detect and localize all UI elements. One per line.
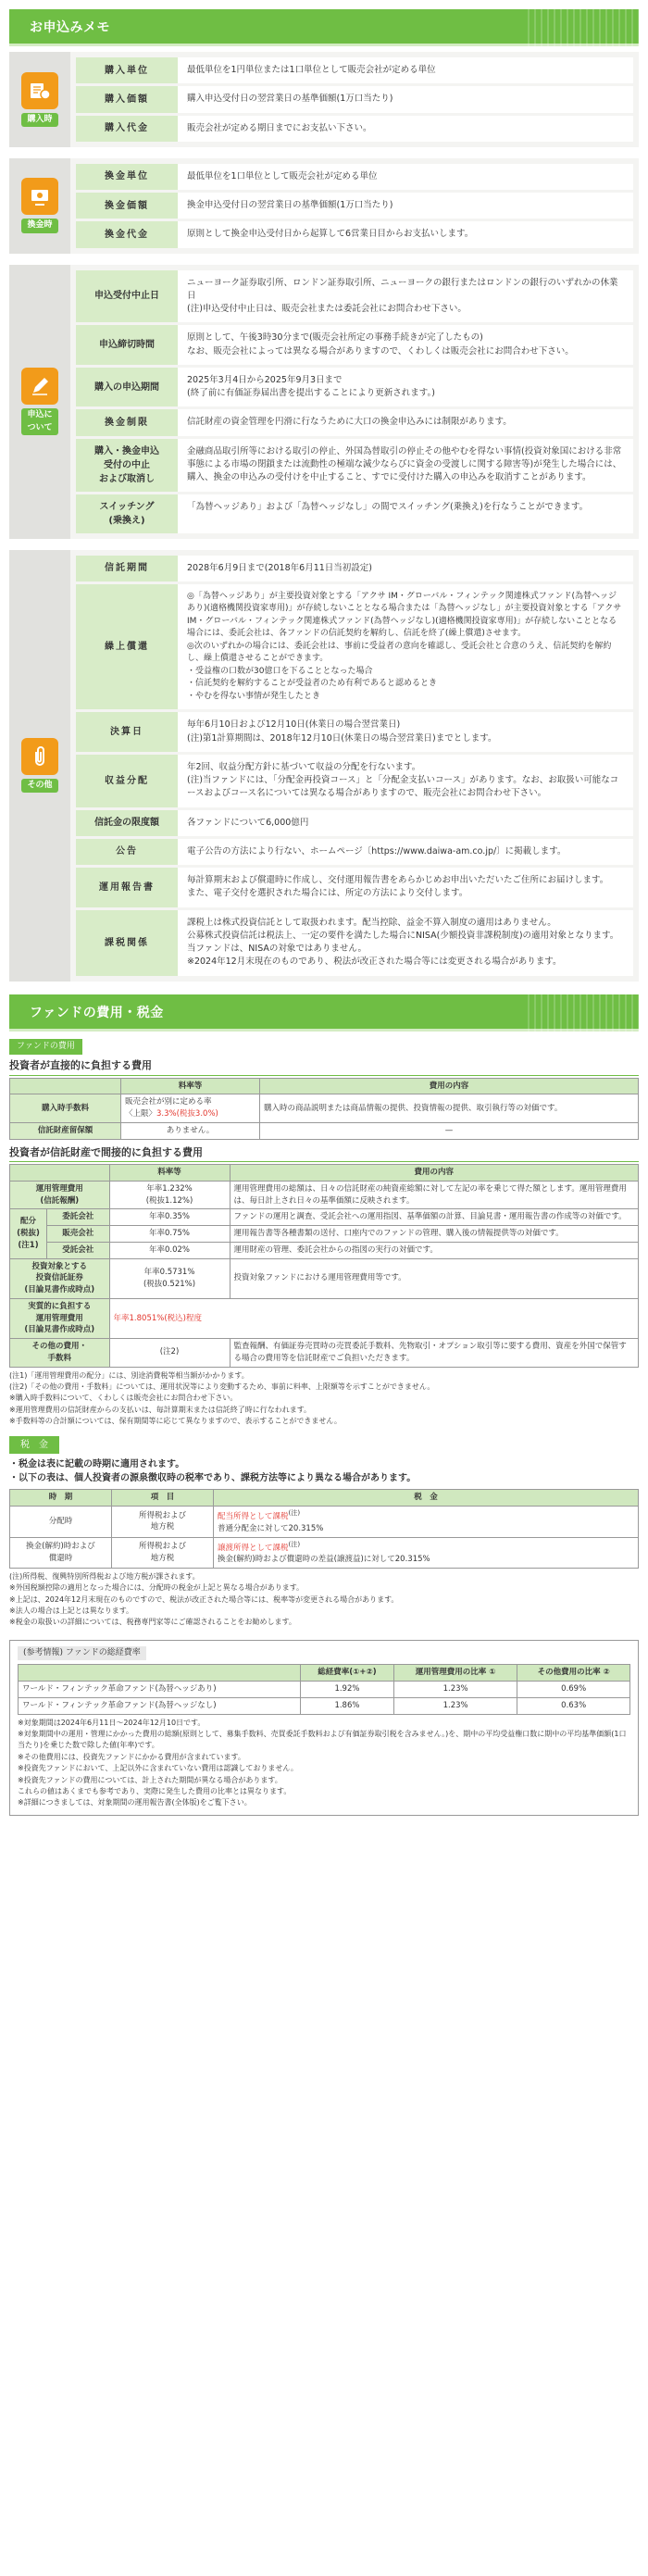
row-label: 課税関係 bbox=[76, 910, 178, 976]
col-when: 時 期 bbox=[10, 1490, 112, 1507]
row-label: 換金代金 bbox=[76, 221, 178, 247]
memo-row bbox=[76, 164, 633, 190]
memo-banner: お申込みメモ bbox=[9, 9, 639, 46]
col-item: 項 目 bbox=[112, 1490, 214, 1507]
memo-row bbox=[76, 270, 633, 323]
col-rate: 料率等 bbox=[121, 1078, 260, 1094]
cell-rate: (注2) bbox=[109, 1339, 230, 1368]
table-row bbox=[19, 1697, 630, 1714]
row-label: 信託金の限度額 bbox=[76, 810, 178, 836]
cell-desc: 運用報告書等各種書類の送付、口座内でのファンドの管理、購入後の情報提供等の対価です。 bbox=[230, 1226, 638, 1243]
cell-label: 投資対象とする 投資信託証券 (目論見書作成時点) bbox=[10, 1258, 110, 1298]
cell-when: 換金(解約)時および 償還時 bbox=[10, 1537, 112, 1568]
memo-row bbox=[76, 712, 633, 752]
pen-icon bbox=[21, 368, 58, 405]
row-value: 毎計算期末および償還時に作成し、交付運用報告書をあらかじめお申出いただいたご住所にお届けします。 また、電子交付を選択された場合には、所定の方法により交付します。 bbox=[178, 868, 633, 907]
cell-label: 実質的に負担する 運用管理費用 (目論見書作成時点) bbox=[10, 1298, 110, 1338]
apply-icon-panel bbox=[9, 265, 70, 539]
memo-row bbox=[76, 325, 633, 365]
cell-rate: 年率1.232% (税抜1.12%) bbox=[109, 1181, 230, 1209]
tax-notes: (注)所得税、復興特別所得税および地方税が課されます。 ※外国税額控除の適用となった場合には、分配時の税金が上記と異なる場合があります。 ※上記は、2024年12月末現在のものですので、税法が改正された場合等には、税率等が変更される場合があります。 ※法人の場合は上記とは異なります。 ※税金の取扱いの詳細については、税務専門家等にご確認されることをお勧めします。 bbox=[9, 1571, 399, 1627]
memo-row bbox=[76, 57, 633, 83]
row-label: 換金制限 bbox=[76, 409, 178, 435]
direct-costs-heading: 投資者が直接的に負担する費用 bbox=[9, 1058, 639, 1076]
cell-tax-red: 配当所得として課税 bbox=[218, 1512, 289, 1522]
cell-tax-note: (注) bbox=[288, 1539, 301, 1548]
table-row bbox=[10, 1181, 639, 1209]
purchase-group bbox=[9, 52, 639, 147]
redeem-icon-label: 換金時 bbox=[21, 219, 57, 233]
redeem-icon-panel bbox=[9, 158, 70, 254]
memo-row bbox=[76, 116, 633, 142]
cell-item: 所得税および 地方税 bbox=[112, 1507, 214, 1537]
table-row bbox=[10, 1226, 639, 1243]
row-value: 原則として換金申込受付日から起算して6営業日目からお支払いします。 bbox=[178, 221, 633, 247]
expense-ratio-title: (参考情報) ファンドの総経費率 bbox=[18, 1646, 146, 1661]
memo-row bbox=[76, 368, 633, 407]
cell-rate: 販売会社が別に定める率 〈上限〉 bbox=[125, 1097, 212, 1119]
row-value: ニューヨーク証券取引所、ロンドン証券取引所、ニューヨークの銀行またはロンドンの銀行のいずれかの休業日 (注)申込受付中止日は、販売会社または委託会社にお問合わせ下さい。 bbox=[178, 270, 633, 323]
row-value: 原則として、午後3時30分まで(販売会社所定の事務手続きが完了したもの) なお、販売会社によっては異なる場合がありますので、くわしくは販売会社にお問合わせ下さい。 bbox=[178, 325, 633, 365]
memo-row bbox=[76, 810, 633, 836]
indirect-costs-heading: 投資者が信託財産で間接的に負担する費用 bbox=[9, 1145, 639, 1163]
row-value: 販売会社が定める期日までにお支払い下さい。 bbox=[178, 116, 633, 142]
cell-label: 配分 (税抜) (注1) bbox=[10, 1209, 47, 1258]
cell-tax: 普通分配金に対して20.315% bbox=[218, 1523, 324, 1533]
row-value: 最低単位を1円単位または1口単位として販売会社が定める単位 bbox=[178, 57, 633, 83]
row-label: 公告 bbox=[76, 839, 178, 865]
col-tax: 税 金 bbox=[214, 1490, 639, 1507]
col-desc: 費用の内容 bbox=[230, 1165, 638, 1182]
row-label: 換金単位 bbox=[76, 164, 178, 190]
col-mgmt: 運用管理費用の比率 ① bbox=[393, 1665, 517, 1682]
row-label: スイッチング (乗換え) bbox=[76, 494, 178, 533]
row-value: 2028年6月9日まで(2018年6月11日当初設定) bbox=[178, 556, 633, 581]
expense-ratio-table bbox=[18, 1664, 630, 1714]
table-row bbox=[10, 1242, 639, 1258]
apply-group bbox=[9, 265, 639, 539]
memo-row bbox=[76, 221, 633, 247]
col-desc: 費用の内容 bbox=[260, 1078, 639, 1094]
costs-banner: ファンドの費用・税金 bbox=[9, 994, 639, 1032]
col-rate: 料率等 bbox=[109, 1165, 230, 1182]
purchase-icon-panel bbox=[9, 52, 70, 147]
cell-fund: ワールド・フィンテック革命ファンド(為替ヘッジあり) bbox=[19, 1682, 301, 1698]
table-row bbox=[10, 1094, 639, 1123]
row-label: 収益分配 bbox=[76, 755, 178, 807]
col-total: 総経費率(①+②) bbox=[301, 1665, 394, 1682]
cell-label: 受託会社 bbox=[47, 1242, 110, 1258]
table-row bbox=[10, 1537, 639, 1568]
row-label: 購入単位 bbox=[76, 57, 178, 83]
cell-label: 委託会社 bbox=[47, 1209, 110, 1226]
cell-rate: ありません。 bbox=[166, 1125, 215, 1135]
cell-tax: 換金(解約)時および償還時の差益(譲渡益)に対して20.315% bbox=[218, 1555, 430, 1565]
other-icon-panel bbox=[9, 550, 70, 982]
cell-desc: 運用財産の管理、委託会社からの指図の実行の対価です。 bbox=[230, 1242, 638, 1258]
row-label: 信託期間 bbox=[76, 556, 178, 581]
row-label: 決算日 bbox=[76, 712, 178, 752]
cell-item: 所得税および 地方税 bbox=[112, 1537, 214, 1568]
memo-row bbox=[76, 193, 633, 219]
purchase-icon bbox=[21, 72, 58, 109]
cell-label: 購入時手数料 bbox=[10, 1094, 121, 1123]
row-label: 購入の申込期間 bbox=[76, 368, 178, 407]
row-value: 購入申込受付日の翌営業日の基準価額(1万口当たり) bbox=[178, 86, 633, 112]
cell-fund: ワールド・フィンテック革命ファンド(為替ヘッジなし) bbox=[19, 1697, 301, 1714]
ratio-notes: ※対象期間は2024年6月11日～2024年12月10日です。 ※対象期間中の運用・管理にかかった費用の総額(原則として、募集手数料、売買委託手数料および有価証券取引税を含みません。)を、期中の平均受益権口数に期中の平均基準価額(1口当たり)を乗じた数で除した値(年率)です。 ※その他費用には、投資先ファンドにかかる費用が含まれています。 ※投資先ファンドにおいて、上記以外に含まれていない費用は認識しておりません。 ※投資先ファンドの費用については、計上された期間が異なる場合があります。 これらの値はあくまでも参考であり、実際に発生した費用の比率とは異なります。 ※詳細につきましては、対象期間の運用報告書(全体版)をご覧下さい。 bbox=[18, 1718, 627, 1807]
cell-tax-red: 譲渡所得として課税 bbox=[218, 1543, 289, 1553]
cell-desc: — bbox=[260, 1122, 639, 1139]
cell-desc: 投資対象ファンドにおける運用管理費用等です。 bbox=[230, 1258, 638, 1298]
table-row bbox=[10, 1122, 639, 1139]
cost-notes: (注1)「運用管理費用の配分」には、別途消費税等相当額がかかります。 (注2)「その他の費用・手数料」については、運用状況等により変動するため、事前に料率、上限額等を示すことができません。 ※購入時手数料について、くわしくは販売会社にお問合わせ下さい。 ※運用管理費用の信託財産からの支払いは、毎計算期末または信託終了時に行なわれます。 ※手数料等の合計額については、保有期間等に応じて異なりますので、表示することができません。 bbox=[9, 1370, 435, 1426]
cell-desc: ファンドの運用と調査、受託会社への運用指図、基準価額の計算、目論見書・運用報告書の作成等の対価です。 bbox=[230, 1209, 638, 1226]
row-label: 購入価額 bbox=[76, 86, 178, 112]
row-label: 購入代金 bbox=[76, 116, 178, 142]
row-value: 2025年3月4日から2025年9月3日まで (終了前に有価証券届出書を提出することにより更新されます。) bbox=[178, 368, 633, 407]
row-label: 繰上償還 bbox=[76, 584, 178, 710]
cell-label: 販売会社 bbox=[47, 1226, 110, 1243]
table-row bbox=[10, 1258, 639, 1298]
row-label: 運用報告書 bbox=[76, 868, 178, 907]
cell-mgmt: 1.23% bbox=[393, 1697, 517, 1714]
memo-row bbox=[76, 584, 633, 710]
fund-costs-tag: ファンドの費用 bbox=[9, 1039, 82, 1056]
cell-rate: 年率0.5731% (税抜0.521%) bbox=[109, 1258, 230, 1298]
cell-rate: 年率0.35% bbox=[109, 1209, 230, 1226]
cell-rate: 年率1.8051%(税込)程度 bbox=[109, 1298, 638, 1338]
cell-desc: 購入時の商品説明または商品情報の提供、投資情報の提供、取引執行等の対価です。 bbox=[260, 1094, 639, 1123]
cell-other: 0.69% bbox=[517, 1682, 630, 1698]
cell-total: 1.86% bbox=[301, 1697, 394, 1714]
row-value: 電子公告の方法により行ない、ホームページ〔https://www.daiwa-am.co.jp/〕に掲載します。 bbox=[178, 839, 633, 865]
memo-row bbox=[76, 755, 633, 807]
cell-label: 信託財産留保額 bbox=[10, 1122, 121, 1139]
tax-table bbox=[9, 1489, 639, 1568]
cell-tax-note: (注) bbox=[288, 1508, 301, 1518]
cell-rate: 年率0.75% bbox=[109, 1226, 230, 1243]
row-value: 毎年6月10日および12月10日(休業日の場合翌営業日) (注)第1計算期間は、2018年12月10日(休業日の場合翌営業日)までとします。 bbox=[178, 712, 633, 752]
row-label: 購入・換金申込 受付の中止 および取消し bbox=[76, 439, 178, 492]
tax-intro: ・税金は表に記載の時期に適用されます。 ・以下の表は、個人投資者の源泉徴収時の税率であり、課税方法等により異なる場合があります。 bbox=[9, 1459, 417, 1484]
memo-row bbox=[76, 868, 633, 907]
direct-costs-table bbox=[9, 1078, 639, 1140]
apply-icon-label: 申込に ついて bbox=[21, 408, 57, 435]
table-row bbox=[10, 1507, 639, 1537]
row-value: 年2回、収益分配方針に基づいて収益の分配を行ないます。 (注)当ファンドには、「分配金再投資コース」と「分配金支払いコース」があります。なお、お取扱い可能なコースおよびコース名については異なる場合がありますので、販売会社にお問合わせ下さい。 bbox=[178, 755, 633, 807]
memo-row bbox=[76, 494, 633, 533]
expense-ratio-box bbox=[9, 1640, 639, 1816]
cell-label: その他の費用・ 手数料 bbox=[10, 1339, 110, 1368]
cell-when: 分配時 bbox=[10, 1507, 112, 1537]
cell-other: 0.63% bbox=[517, 1697, 630, 1714]
purchase-icon-label: 購入時 bbox=[21, 113, 57, 128]
cell-desc: 運用管理費用の総額は、日々の信託財産の純資産総額に対して左記の率を乗じて得た額とします。運用管理費用は、毎日計上され日々の基準価額に反映されます。 bbox=[230, 1181, 638, 1209]
row-value: ◎「為替ヘッジあり」が主要投資対象とする「アクサ IM・グローバル・フィンテック関連株式ファンド(為替ヘッジあり)(適格機関投資家専用)」が存続しないこととなる場合または「為替ヘッジなし」が主要投資対象とする「アクサ IM・グローバル・フィンテック関連株式ファンド(為替ヘッジなし)(適格機関投資家専用)」が存続しないこととなる場合には、委託会社は、各ファンドの信託契約を解約し、信託を終了(繰上償還)させます。 ◎次のいずれかの場合には、委託会社は、事前に受益者の意向を確認し、受託会社と合意のうえ、信託契約を解約し、繰上償還させることができます。 ・受益権の口数が30億口を下ることとなった場合 ・信託契約を解約することが受益者のため有利であると認めるとき ・やむを得ない事情が発生したとき bbox=[178, 584, 633, 710]
redeem-icon bbox=[21, 178, 58, 215]
cell-rate-red: 3.3%(税抜3.0%) bbox=[156, 1109, 218, 1119]
cell-rate: 年率0.02% bbox=[109, 1242, 230, 1258]
cell-desc: 監査報酬、有価証券売買時の売買委託手数料、先物取引・オプション取引等に要する費用、資産を外国で保管する場合の費用等を信託財産でご負担いただきます。 bbox=[230, 1339, 638, 1368]
table-row bbox=[10, 1298, 639, 1338]
row-value: 各ファンドについて6,000億円 bbox=[178, 810, 633, 836]
tax-tag: 税 金 bbox=[9, 1436, 59, 1454]
paperclip-icon bbox=[21, 738, 58, 775]
row-label: 申込受付中止日 bbox=[76, 270, 178, 323]
row-value: 金融商品取引所等における取引の停止、外国為替取引の停止その他やむを得ない事情(投資対象国における非常事態による市場の閉鎖または流動性の極端な減少ならびに資金の受渡しに関する障害等)が発生した場合には、購入、換金の申込みの受付けを中止すること、すでに受付けた購入の申込みを取消すことがあります。 bbox=[178, 439, 633, 492]
memo-row bbox=[76, 439, 633, 492]
other-group bbox=[9, 550, 639, 982]
memo-row bbox=[76, 556, 633, 581]
col-fund bbox=[19, 1665, 301, 1682]
cell-label: 運用管理費用 (信託報酬) bbox=[10, 1181, 110, 1209]
row-value: 信託財産の資金管理を円滑に行なうために大口の換金申込みには制限があります。 bbox=[178, 409, 633, 435]
memo-row bbox=[76, 409, 633, 435]
memo-row bbox=[76, 839, 633, 865]
row-value: 最低単位を1口単位として販売会社が定める単位 bbox=[178, 164, 633, 190]
memo-row bbox=[76, 86, 633, 112]
memo-row bbox=[76, 910, 633, 976]
table-row bbox=[10, 1209, 639, 1226]
table-row bbox=[19, 1682, 630, 1698]
row-label: 換金価額 bbox=[76, 193, 178, 219]
indirect-costs-table bbox=[9, 1164, 639, 1368]
row-value: 課税上は株式投資信託として取扱われます。配当控除、益金不算入制度の適用はありません。 公募株式投資信託は税法上、一定の要件を満たした場合にNISA(少額投資非課税制度)の適用対象となります。 当ファンドは、NISAの対象ではありません。 ※2024年12月末現在のものであり、税法が改正された場合等には変更される場合があります。 bbox=[178, 910, 633, 976]
table-row bbox=[10, 1339, 639, 1368]
row-label: 申込締切時間 bbox=[76, 325, 178, 365]
row-value: 換金申込受付日の翌営業日の基準価額(1万口当たり) bbox=[178, 193, 633, 219]
cell-mgmt: 1.23% bbox=[393, 1682, 517, 1698]
row-value: 「為替ヘッジあり」および「為替ヘッジなし」の間でスイッチング(乗換え)を行なうことができます。 bbox=[178, 494, 633, 533]
col-other: その他費用の比率 ② bbox=[517, 1665, 630, 1682]
cell-total: 1.92% bbox=[301, 1682, 394, 1698]
redeem-group bbox=[9, 158, 639, 254]
other-icon-label: その他 bbox=[21, 779, 57, 794]
